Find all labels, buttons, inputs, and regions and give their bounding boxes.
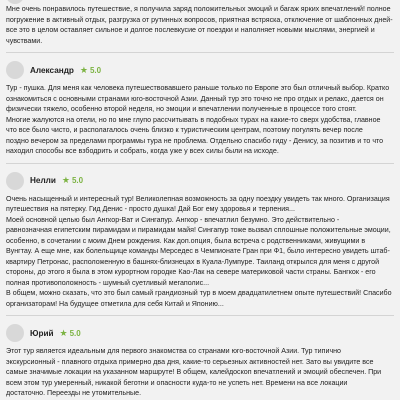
review-line: равнозначная египетским пирамидам и пирамидам майя! Сингапур тоже вызвал сплошные положительные эмоции, [6,226,391,234]
review-line: Многие жалуются на отели, но по мне глупо рассчитывать в подобных турах на какие-то сверх удобства, главное [6,115,381,124]
review-line: В общем, можно сказать, что это был самый грандиозный тур в моем двадцатилетнем опыте путешествий! Спасибо [6,289,392,297]
review-line: ознакомиться с основными странами юго-восточной Азии. Данный тур это точно не про отдых и релакс, дается он [6,94,384,103]
reviewer-name: Юрий [30,328,54,338]
avatar [6,172,24,190]
review-text [6,4,394,46]
review-aleksandr [0,57,400,164]
rating-value: 5.0 [89,65,102,75]
review-header [6,320,394,346]
review-line: чувствами. [6,36,43,45]
avatar [6,61,24,79]
star-icon: ★ [61,175,70,185]
rating-value: 5.0 [69,328,81,338]
rating-value: 5.0 [71,176,84,185]
review-line: самые значимые локации на указанном маршруте! В общем, калейдоскоп впечатлений и эмоций обеспечен. При [6,368,382,376]
divider [6,163,394,164]
review-line: путешествия на пятерку. Гид Денис - просто душка! Дай Бог ему здоровья и терпения... [6,205,295,213]
review-line: поздно вечером за пределами программы тура не проблема. Отдельно спасибо гиду - Денису, за позитив и то что [6,136,384,145]
review-text [6,83,394,157]
review-text [6,194,394,310]
review-line: организаторам! На будущее отметила для себя Китай и Японию... [6,299,224,308]
review-text [6,346,394,399]
review-line: Моей основной целью был Ангкор-Ват и Сингапур. Ангкор - впечатлил безумно. Это действительно - [6,215,340,224]
review-line: стороны, до этого я была в этом курортном городке Као-Лак на севере материковой части страны. Бангкок - его [6,268,376,276]
review-line: все это в целом оставляет сильное и долгое послевкусие от поездки и наполняет новыми мыслями, энергией и [6,26,375,34]
review-line: что все было чисто, и располагалось очень близко к туристическим центрам, поэтому погулять вечер после [6,126,363,134]
review-line: экскурсионный - плавного отдыха примерно два дня, какие-то серьезных активностей нет. Зато вы увидите все [6,357,374,366]
reviewer-name: Александр [30,65,74,75]
review-line: Очень насыщенный и интересный тур! Великолепная возможность за одну поездку увидеть так много. Организация [6,194,390,203]
review-line: Мне очень понравилось путешествие, я получила заряд положительных эмоций и багаж ярких впечатлений! полное [6,5,391,13]
review-line: Тур - пушка. Для меня как человека путешествовавшего раньше только по Европе это был отличный выбор. Кратко [6,84,390,92]
review-line: квартиру Петронас, расположенную в башнях-близнецах в Куала-Лумпуре. Таиланд открылся для меня с другой [6,257,380,266]
review-line: полная противоположность - шумный суетливый мегаполис... [6,278,210,287]
star-icon [56,0,64,1]
review-line: погружение в активный отдых, разгрузка от рутинных вопросов, приятная встряска, отключение от шаблонных дней- [6,15,393,24]
review-line: Этот тур является идеальным для первого знакомства со странами юго-восточной Азии. Тур типично [6,347,342,355]
review-alina [0,0,400,53]
review-header [6,57,394,83]
avatar [6,324,24,342]
review-line: всем этом тур умеренный, никакой беготни и опасности куда-то не успеть нет. Времени на все локации [6,378,348,387]
divider [6,315,394,316]
review-line: физически тяжело, особенно второй неделя, но эмоции и впечатлении полученные в процессе того стоят. [6,105,357,113]
reviewer-name: Нелли [30,176,56,185]
review-line: особенно, в сочетании с моим Днем рождения. Как доп.опция, была встреча с родственниками, живущими в [6,236,366,245]
review-line: находил способы все взбодрить и собрать, когда уже у всех силы были на исходе. [6,147,279,155]
star-icon: ★ [59,327,68,338]
review-line: достаточно. Переезды не утомительные. [6,389,142,397]
review-yuriy [0,320,400,399]
review-nelli [0,168,400,317]
review-line: Вунгтау. А еще мне, как болельщице команды Мерседес в Чемпионате Гран при Ф1, было интересно увидеть штаб- [6,247,390,255]
star-icon: ★ [79,64,88,75]
review-header [6,168,394,194]
divider [6,52,394,53]
